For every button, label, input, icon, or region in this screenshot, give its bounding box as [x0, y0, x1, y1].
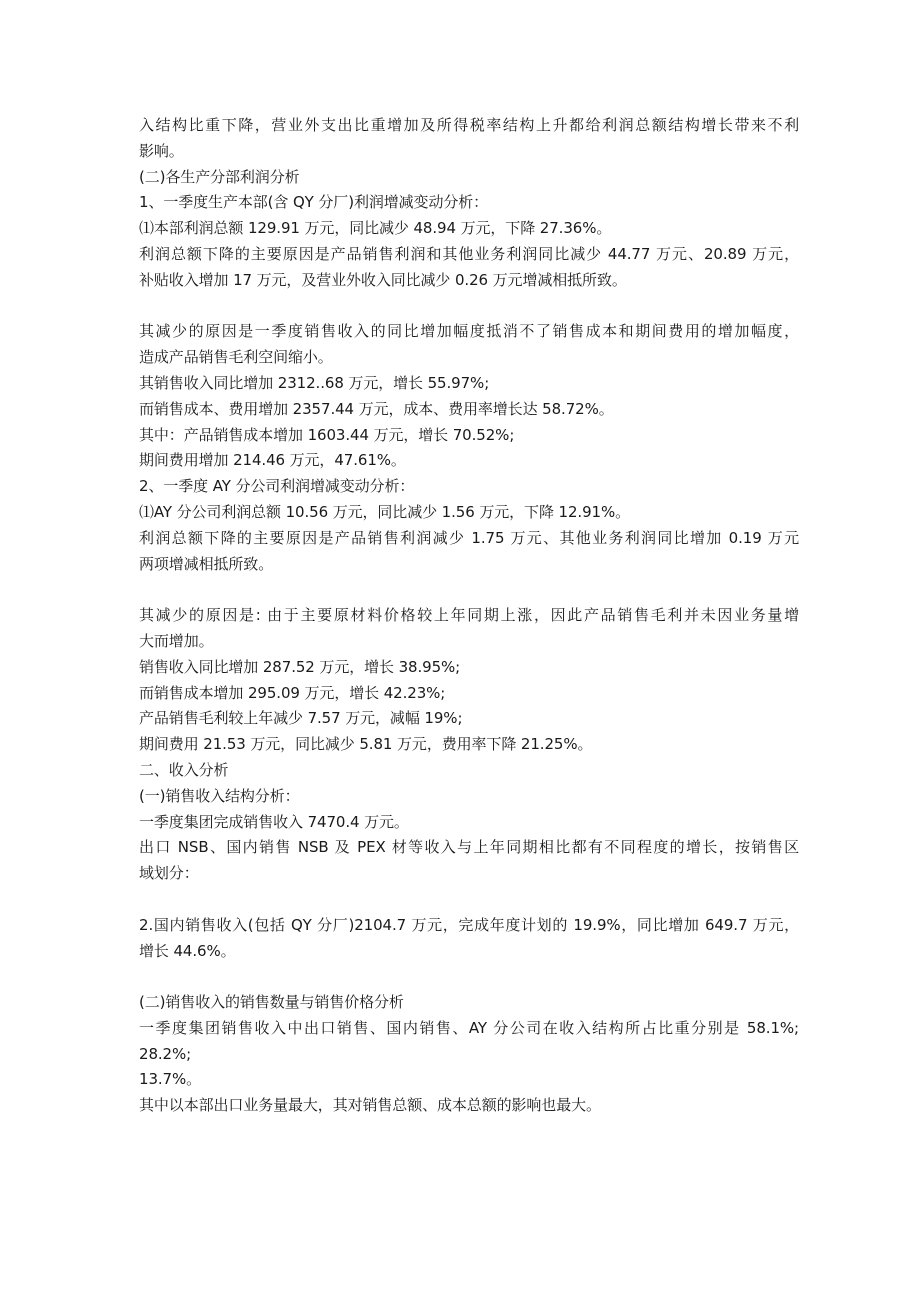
text-line: 其销售收入同比增加 2312..68 万元，增长 55.97%;: [139, 373, 490, 392]
blank-line: [139, 577, 799, 603]
text-line: 2、一季度 AY 分公司利润增减变动分析：: [139, 477, 415, 496]
blank-line: [139, 294, 799, 320]
text-line: 补贴收入增加 17 万元，及营业外收入同比减少 0.26 万元增减相抵所致。: [139, 270, 627, 289]
text-line: 13.7%。: [139, 1070, 202, 1089]
text-line: 影响。: [139, 141, 184, 160]
text-line: 利润总额下降的主要原因是产品销售利润和其他业务利润同比减少 44.77 万元、20.89 万元，: [139, 244, 799, 263]
text-line: 出口 NSB、国内销售 NSB 及 PEX 材等收入与上年同期相比都有不同程度的增长，按销售区: [139, 838, 799, 857]
text-line: 而销售成本、费用增加 2357.44 万元，成本、费用率增长达 58.72%。: [139, 399, 614, 418]
text-line: (二)各生产分部利润分析: [139, 167, 300, 186]
text-line: 入结构比重下降，营业外支出比重增加及所得税率结构上升都给利润总额结构增长带来不利: [139, 116, 799, 134]
blank-line: [139, 964, 799, 990]
text-line: ⑴AY 分公司利润总额 10.56 万元，同比减少 1.56 万元，下降 12.91%。: [139, 502, 631, 521]
document-body: [139, 113, 799, 1119]
text-line: 期间费用增加 214.46 万元，47.61%。: [139, 451, 406, 470]
text-line: 产品销售毛利较上年减少 7.57 万元，减幅 19%;: [139, 709, 463, 728]
text-line: 其中：产品销售成本增加 1603.44 万元，增长 70.52%;: [139, 425, 515, 444]
text-line: 两项增减相抵所致。: [139, 554, 274, 573]
text-line: 期间费用 21.53 万元，同比减少 5.81 万元，费用率下降 21.25%。: [139, 735, 593, 754]
text-line: 其减少的原因是: 由于主要原材料价格较上年同期上涨，因此产品销售毛利并未因业务量增: [139, 606, 799, 625]
text-line: 2.国内销售收入(包括 QY 分厂)2104.7 万元，完成年度计划的 19.9%，同比增加 649.7 万元，: [139, 915, 799, 934]
text-line: 其中以本部出口业务量最大，其对销售总额、成本总额的影响也最大。: [139, 1096, 601, 1115]
text-line: 28.2%;: [139, 1044, 192, 1063]
text-line: (二)销售收入的销售数量与销售价格分析: [139, 993, 404, 1012]
text-line: 1、一季度生产本部(含 QY 分厂)利润增减变动分析：: [139, 193, 489, 212]
text-line: 大而增加。: [139, 631, 214, 650]
text-line: 利润总额下降的主要原因是产品销售利润减少 1.75 万元、其他业务利润同比增加 0.19 万元: [139, 528, 799, 547]
text-line: 造成产品销售毛利空间缩小。: [139, 348, 333, 367]
text-line: 销售收入同比增加 287.52 万元，增长 38.95%;: [139, 657, 461, 676]
text-line: (一)销售收入结构分析：: [139, 786, 300, 805]
text-line: 而销售成本增加 295.09 万元，增长 42.23%;: [139, 683, 446, 702]
text-line: ⑴本部利润总额 129.91 万元，同比减少 48.94 万元，下降 27.36%。: [139, 219, 612, 238]
text-line: 域划分：: [139, 864, 199, 883]
text-line: 一季度集团销售收入中出口销售、国内销售、AY 分公司在收入结构所占比重分别是 58.1%;: [139, 1018, 799, 1037]
blank-line: [139, 887, 799, 913]
text-line: 增长 44.6%。: [139, 941, 236, 960]
text-line: 其减少的原因是一季度销售收入的同比增加幅度抵消不了销售成本和期间费用的增加幅度，: [139, 322, 799, 341]
text-line: 二、收入分析: [139, 760, 229, 779]
text-line: 一季度集团完成销售收入 7470.4 万元。: [139, 812, 409, 831]
